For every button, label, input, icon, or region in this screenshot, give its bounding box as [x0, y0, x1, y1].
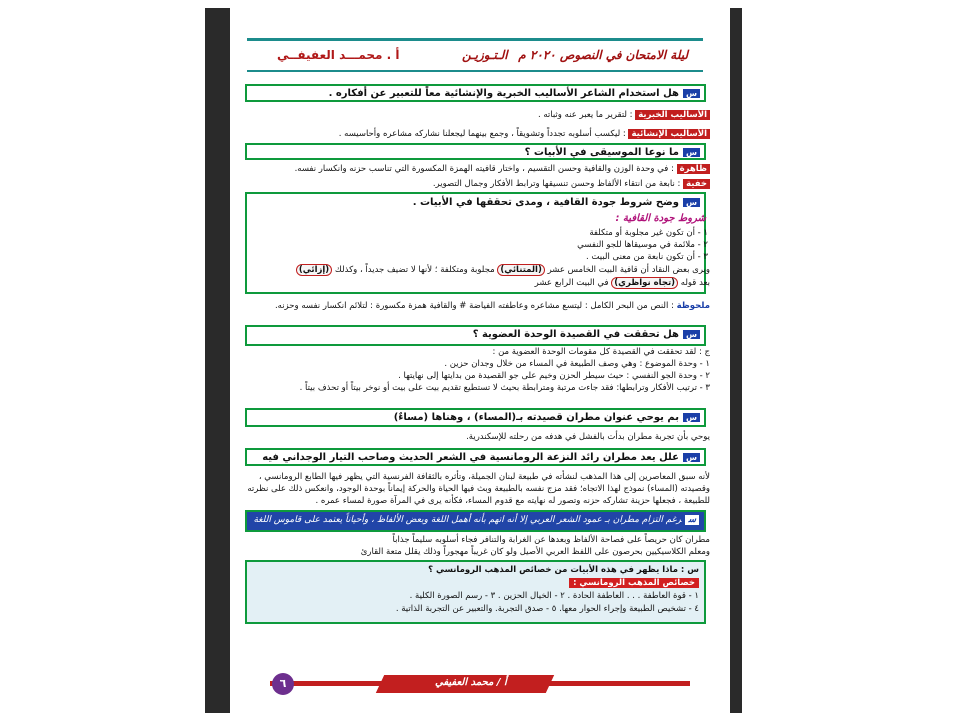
- question-banner: [245, 510, 706, 532]
- answer-tag: ظاهرة: [677, 164, 710, 174]
- highlighted-word: (تجاه نواظري): [611, 277, 678, 289]
- question-text: ما نوعا الموسيقى في الأبيات ؟: [524, 147, 679, 158]
- question-marker: س: [683, 453, 700, 462]
- answer-text: : نابعة من انتقاء الألفاظ وحسن تنسيقها وترابط الأفكار وجمال التصوير.: [432, 179, 681, 189]
- answer-line: يوحي بأن تجربة مطران بدأت بالفشل في هدفه من رحلته للإسكندرية.: [466, 432, 710, 442]
- answer-line: [339, 129, 710, 139]
- note-text: : النص من البحر الكامل : ليتسع مشاعره وعاطفته الفياضة # والقافية همزة مكسورة : لتلائم انكسار نفسه وحزنه.: [274, 301, 674, 311]
- romanticism-label: خصائص المذهب الرومانسي :: [569, 578, 699, 588]
- note-line: [275, 301, 710, 311]
- question-text: وضح شروط جودة القافية ، ومدى تحققها في الأبيات .: [412, 197, 679, 208]
- condition-item: ١ - أن تكون غير مجلوبة أو متكلفة: [589, 228, 708, 238]
- question-marker: س: [683, 148, 700, 157]
- answer-tag: الأساليب الإنشائية: [628, 129, 710, 139]
- romanticism-box: [245, 560, 706, 624]
- question-box-4: [245, 325, 706, 346]
- answer-text: : لتقرير ما يعبر عنه وثباته .: [537, 110, 633, 120]
- critique-line-1: [296, 265, 710, 275]
- critique-text: بعد قوله: [680, 278, 710, 288]
- critique-text: في البيت الرابع عشر: [534, 278, 609, 288]
- condition-item: ٢ - ملائمة في موسيقاها للجو النفسي: [577, 240, 708, 250]
- answer-text: : ليكسب أسلوبه تجدداً وتشويقاً ، وجمع بينهما ليجعلنا نشاركه مشاعره وأحاسيسه .: [338, 129, 626, 139]
- question-marker: س: [683, 89, 700, 98]
- footer-teacher: أ / محمد العفيفي: [435, 677, 507, 688]
- critique-text: ويرى بعض النقاد أن قافية البيت الخامس عشر: [547, 265, 710, 275]
- condition-item: ٣ - أن تكون نابعة من معنى البيت .: [586, 252, 708, 262]
- critique-text: مجلوبة ومتكلفة ؛ لأنها لا تضيف جديداً ، وكذلك: [334, 265, 495, 275]
- question-box-5: [245, 408, 706, 427]
- page-footer: [270, 673, 690, 693]
- header-teacher: أ . محمـــد العفيفــي: [277, 48, 400, 62]
- question-marker: س: [685, 515, 699, 525]
- answer-line: للطبيعة ، فجعلها حزينة تشاركه حزنه وتصور له نهايته مع قدوم المساء، فكأنه يرى في المرآة صورة لمساء عمره .: [315, 496, 710, 506]
- answer-line: ومعلم الكلاسيكيين بحرصون على اللفظ العربي الأصيل ولو كان غريباً مهجوراً وذلك يقلل متعة القارئ: [360, 547, 710, 557]
- banner-text: رغم التزام مطران بـ عمود الشعر العربي إلا أنه اتهم بأنه أهمل اللغة وبعض الألفاظ ، وأحياناً يعتمد على قاموس اللغة: [253, 515, 682, 525]
- unity-item: ١ - وحدة الموضوع : وهي وصف الطبيعة في المساء من خلال وجدان حزين .: [444, 359, 710, 369]
- question-text: بم يوحي عنوان مطران قصيدته بـ(المساء) ، وهناها (مساءٌ): [393, 412, 679, 423]
- quality-conditions-title: شروط جودة القافية :: [615, 213, 706, 224]
- answer-line: [433, 179, 710, 189]
- question-text: هل تحققت في القصيدة الوحدة العضوية ؟: [472, 329, 679, 340]
- answer-line: وقصيدته (المساء) نموذج لهذا الاتجاه؛ فقد مزج نفسه بالطبيعة وبث فيها الحياة والحركة إيماناً بوحدة الوجود، وانعكس ذلك على نظرته: [247, 484, 710, 494]
- question-text: هل استخدام الشاعر الأساليب الخبرية والإنشائية معاً للتعبير عن أفكاره .: [328, 88, 679, 99]
- romanticism-question: س : ماذا يظهر في هذه الأبيات من خصائص المذهب الرومانسي ؟: [428, 565, 699, 575]
- question-marker: س: [683, 330, 700, 339]
- answer-tag: خفية: [683, 179, 710, 189]
- page-header: [247, 38, 703, 74]
- scan-border-left: [205, 8, 230, 713]
- highlighted-word: (إزائي): [296, 264, 332, 276]
- question-box-6: [245, 448, 706, 466]
- answer-line: [538, 110, 710, 120]
- question-box-2: [245, 143, 706, 160]
- note-label: ملحوظة: [676, 301, 710, 311]
- romanticism-item-line: ٤ - تشخيص الطبيعة وإجراء الحوار معها. ٥ - صدق التجربة. والتعبير عن التجربة الذاتية .: [395, 604, 699, 614]
- answer-line: [295, 164, 710, 174]
- question-marker: س: [683, 413, 700, 422]
- critique-line-2: [535, 278, 710, 288]
- answer-line: مطران كان حريصاً على فصاحة الألفاظ وبعدها عن الغرابة والتنافر فجاء أسلوبه سليماً جذاباً: [392, 535, 710, 545]
- document-page: [230, 8, 730, 713]
- question-text: علل يعد مطران رائد النزعة الرومانسية في الشعر الحديث وصاحب التيار الوجداني فيه: [262, 452, 679, 463]
- question-box-1: [245, 84, 706, 102]
- header-course: الـتـوزيـن: [462, 48, 508, 62]
- page-number: ٦: [272, 673, 294, 695]
- scan-border-right: [730, 8, 742, 713]
- answer-text: : في وحدة الوزن والقافية وحسن التقسيم ، واختار قافيته الهمزة المكسورة التي تناسب حزنه وانكسار نفسه.: [294, 164, 674, 174]
- question-marker: س: [683, 198, 700, 207]
- highlighted-word: (المتنائي): [497, 264, 545, 276]
- header-title: ليلة الامتحان في النصوص ٢٠٢٠ م: [518, 48, 688, 62]
- header-line-top: [247, 38, 703, 41]
- unity-item: ٢ - وحدة الجو النفسي : حيث سيطر الحزن وخيم على جو القصيدة من بدايتها إلى نهايتها .: [398, 371, 710, 381]
- romanticism-item-line: ١ - قوة العاطفة . . . العاطفة الحادة . ٢ - الخيال الحزين . ٣ - رسم الصورة الكلية .: [409, 591, 699, 601]
- answer-intro: ج : لقد تحققت في القصيدة كل مقومات الوحدة العضوية من :: [492, 347, 710, 357]
- answer-tag: الأساليب الخبرية: [635, 110, 710, 120]
- unity-item: ٣ - ترتيب الأفكار وترابطها: فقد جاءت مرتبة ومترابطة بحيث لا تستطيع تقديم بيت على بيت أو نوخر بيتاً أو تحذف بيتاً .: [299, 383, 710, 393]
- header-line-bottom: [247, 70, 703, 72]
- answer-line: لأنه سبق المعاصرين إلى هذا المذهب لنشأته في طبيعة لبنان الجميلة، وتأثره بالثقافة الفرنسية التي يظهر فيها الطابع الرومانسي ،: [258, 472, 710, 482]
